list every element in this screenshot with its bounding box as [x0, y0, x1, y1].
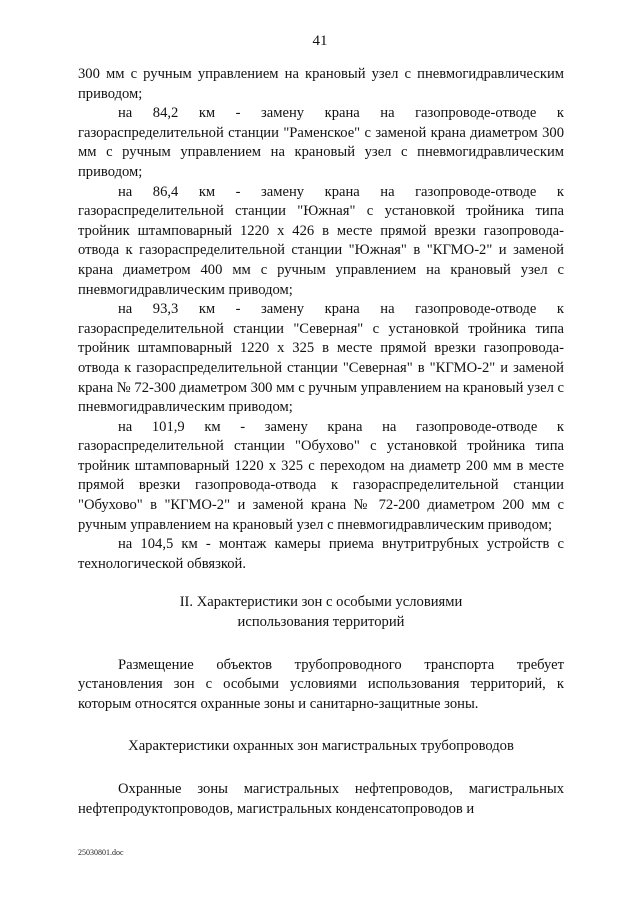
section-heading	[78, 593, 564, 632]
paragraph: на 84,2 км - замену крана на газопроводе-отводе к газораспределительной станции "Раменское" с заменой крана диаметром 300 мм с ручным управлением на крановый узел с пневмогидравлическим приводом;	[78, 105, 564, 180]
page-number: 41	[312, 33, 328, 49]
section-heading-line: II. Характеристики зон с особыми условиями	[179, 594, 463, 611]
paragraph: Размещение объектов трубопроводного транспорта требует установления зон с особыми условиями использования территорий, к которым относятся охранные зоны и санитарно-защитные зоны.	[78, 656, 564, 712]
sub-heading: Характеристики охранных зон магистральных трубопроводов	[128, 738, 514, 755]
document-body	[78, 65, 564, 819]
paragraph: на 86,4 км - замену крана на газопроводе-отводе к газораспределительной станции "Южная" с установкой тройника типа тройник штамповарный 1220 х 426 в месте прямой врезки газопровода-отвода к газораспределительной станции "Южная" в "КГМО-2" и заменой крана диаметром 400 мм с ручным управлением на крановый узел с пневмогидравлическим приводом;	[78, 183, 564, 298]
paragraph: на 93,3 км - замену крана на газопроводе-отводе к газораспределительной станции "Северная" с установкой тройника типа тройник штамповарный 1220 х 325 в месте прямой врезки газопровода-отвода к газораспределительной станции "Северная" в "КГМО-2" и заменой крана № 72-300 диаметром 300 мм с ручным управлением на крановый узел с пневмогидравлическим приводом;	[78, 301, 564, 416]
section-heading-line: использования территорий	[237, 614, 405, 631]
footer-filename: 25030801.doc	[78, 848, 124, 857]
paragraph: 300 мм с ручным управлением на крановый узел с пневмогидравлическим приводом;	[78, 66, 564, 102]
paragraph: Охранные зоны магистральных нефтепроводов, магистральных нефтепродуктопроводов, магистральных конденсатопроводов и	[78, 781, 564, 817]
paragraph: на 101,9 км - замену крана на газопроводе-отводе к газораспределительной станции "Обухово" с установкой тройника типа тройник штамповарный 1220 х 325 с переходом на диаметр 200 мм в месте прямой врезки газопровода-отвода к газораспределительной станции "Обухово" в "КГМО-2" и заменой крана № 72-200 диаметром 200 мм с ручным управлением на крановый узел с пневмогидравлическим приводом;	[78, 418, 564, 533]
paragraph: на 104,5 км - монтаж камеры приема внутритрубных устройств с технологической обвязкой.	[78, 536, 564, 572]
